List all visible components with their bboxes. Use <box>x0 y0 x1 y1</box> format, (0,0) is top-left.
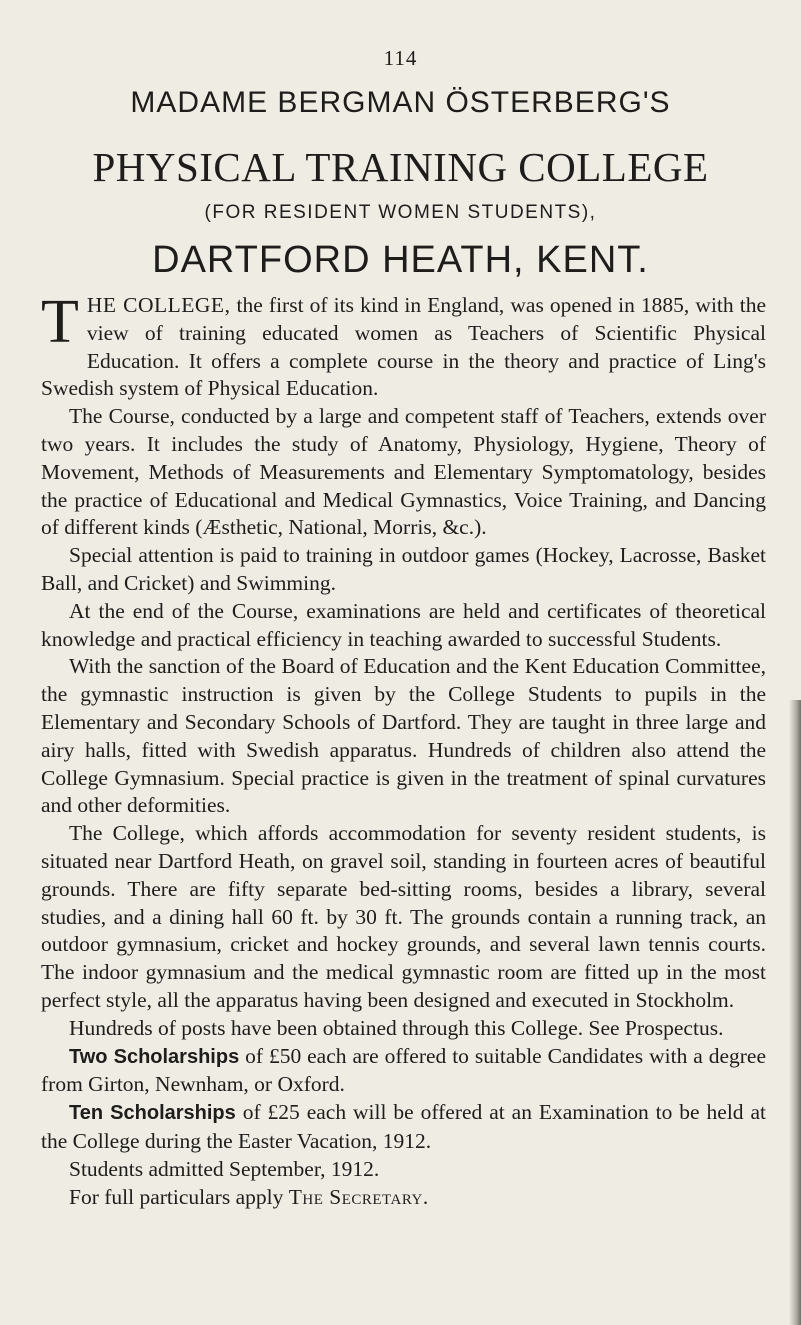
intro-text: the first of its kind in England, was opened in 1885, with the view of training educated women as Teachers of Scientific Physical Education. It offers a complete course in the theory and practice of Ling's Swedish system of Physical Education. <box>41 293 767 401</box>
college-title: PHYSICAL TRAINING COLLEGE <box>92 144 709 190</box>
page-edge-shadow <box>789 700 801 1325</box>
heading-location: DARTFORD HEATH, KENT. <box>152 239 649 281</box>
paragraph-accommodation: The College, which affords accommodation for seventy resident students, is situated near Dartford Heath, on gravel soil, standing in fourteen acres of beautiful grounds. There are fifty separate bed-sitting rooms, besides a library, several studies, and a dining hall 60 ft. by 30 ft. The grounds contain a running track, an outdoor gymnasium, cricket and hockey grounds, and several lawn tennis courts. The indoor gymnasium and the medical gymnastic room are fitted up in the most perfect style, all the apparatus having been designed and executed in Stockholm. <box>41 821 766 1012</box>
paragraph-admitted: Students admitted September, 1912. <box>69 1156 380 1181</box>
closing-text: For full particulars apply <box>69 1184 289 1209</box>
paragraph-posts: Hundreds of posts have been obtained through this College. See Prospectus. <box>69 1015 724 1040</box>
drop-cap: T <box>41 288 79 356</box>
body-text <box>41 288 767 1211</box>
heading-line-1: MADAME BERGMAN ÖSTERBERG'S <box>130 86 671 119</box>
page-number: 114 <box>383 46 418 70</box>
scholarship-two-text: of £50 each are offered to suitable Candidates with a degree from Girton, Newnham, or Oxford. <box>41 1043 766 1097</box>
paragraph-closing <box>41 1184 766 1212</box>
paragraph-scholarship-ten <box>41 1099 766 1156</box>
paragraph-course: The Course, conducted by a large and competent staff of Teachers, extends over two years. It includes the study of Anatomy, Physiology, Hygiene, Theory of Movement, Methods of Measurements and Elementary Symptomatology, besides the practice of Educational and Medical Gymnastics, Voice Training, and Dancing of different kinds (Æsthetic, National, Morris, &c.). <box>41 404 766 540</box>
intro-paragraph <box>41 288 767 403</box>
scholarship-ten-text: of £25 each will be offered at an Examination to be held at the College during the Easter Vacation, 1912. <box>41 1100 766 1153</box>
paragraph-scholarship-two <box>41 1043 766 1100</box>
secretary-label: The Secretary. <box>288 1184 429 1209</box>
paragraph-sanction: With the sanction of the Board of Education and the Kent Education Committee, the gymnastic instruction is given by the College Students to pupils in the Elementary and Secondary Schools of Dartford. They are taught in three large and airy halls, fitted with Swedish apparatus. Hundreds of children also attend the College Gymnasium. Special practice is given in the treatment of spinal curvatures and other deformities. <box>41 654 766 818</box>
paragraph-games: Special attention is paid to training in outdoor games (Hockey, Lacrosse, Basket Ball, and Cricket) and Swimming. <box>41 543 766 595</box>
heading-subtitle: (FOR RESIDENT WOMEN STUDENTS), <box>204 202 597 223</box>
paragraph-examinations: At the end of the Course, examinations are held and certificates of theoretical knowledge and practical efficiency in teaching awarded to successful Students. <box>41 598 766 651</box>
intro-smallcaps: HE COLLEGE, <box>86 293 231 317</box>
scholarship-two-label: Two Scholarships <box>69 1045 240 1068</box>
scholarship-ten-label: Ten Scholarships <box>69 1102 236 1125</box>
